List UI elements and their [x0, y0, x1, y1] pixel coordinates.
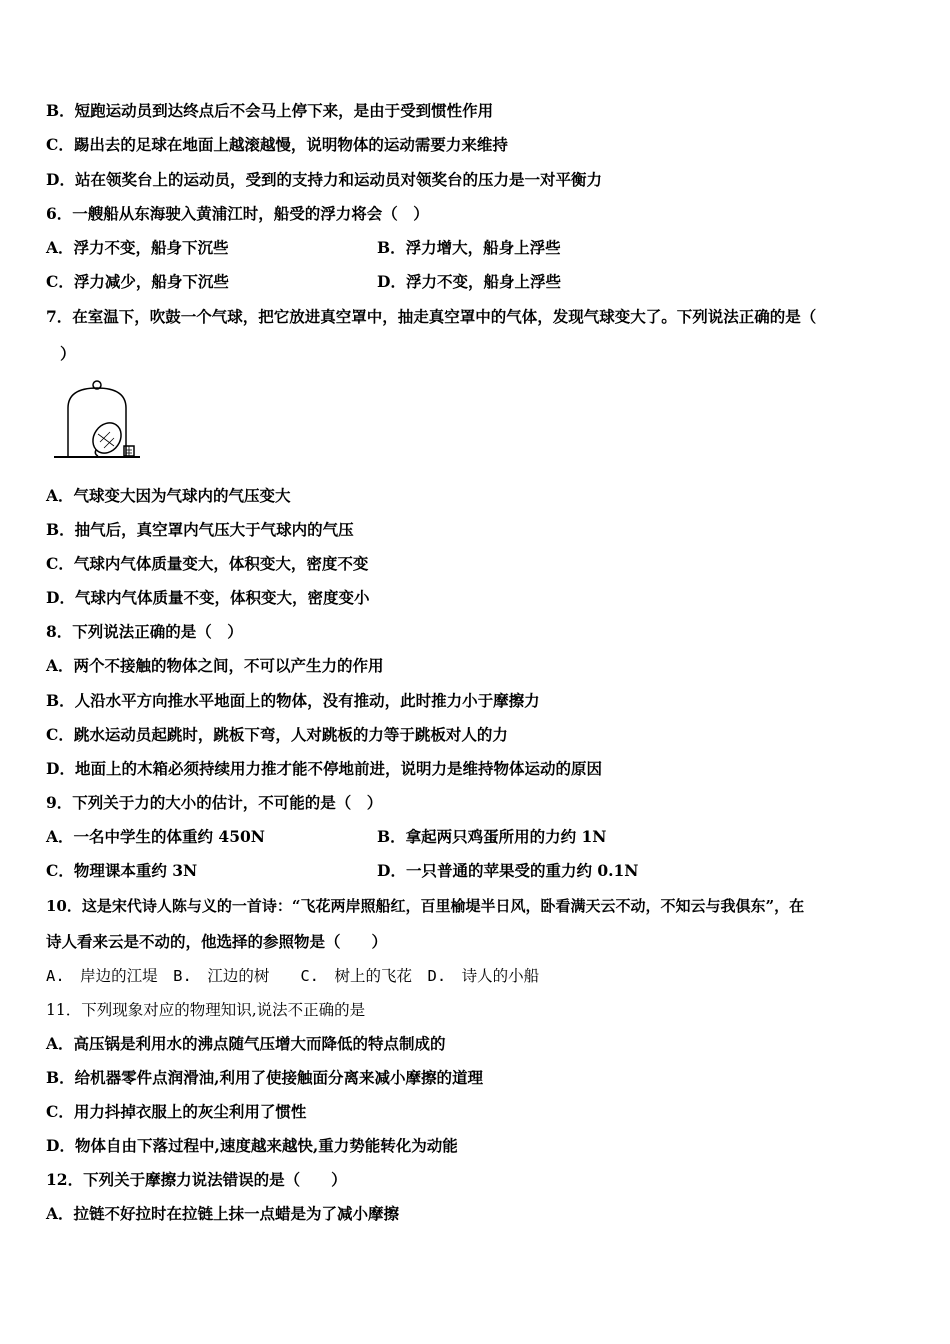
question-6: 6．一艘船从东海驶入黄浦江时，船受的浮力将会（ ）	[46, 204, 429, 223]
line-q5-b: B．短跑运动员到达终点后不会马上停下来，是由于受到惯性作用	[46, 101, 494, 120]
q11-option-a: A．高压锅是利用水的沸点随气压增大而降低的特点制成的	[46, 1034, 446, 1053]
q11-option-b: B．给机器零件点润滑油,利用了使接触面分离来减小摩擦的道理	[46, 1068, 483, 1087]
q9-option-a: A．一名中学生的体重约 450N	[46, 827, 265, 846]
q9-option-c: C．物理课本重约 3N	[46, 861, 198, 880]
balloon	[87, 417, 127, 458]
q6-option-c: C．浮力减少，船身下沉些	[46, 272, 229, 291]
q6-option-a: A．浮力不变，船身下沉些	[46, 238, 229, 257]
q8-option-d: D．地面上的木箱必须持续用力推才能不停地前进，说明力是维持物体运动的原因	[46, 759, 602, 778]
question-12: 12．下列关于摩擦力说法错误的是（ ）	[46, 1170, 347, 1189]
q8-option-c: C．跳水运动员起跳时，跳板下弯，人对跳板的力等于跳板对人的力	[46, 725, 508, 744]
q10-options: A. 岸边的江堤 B. 江边的树 C. 树上的飞花 D. 诗人的小船	[46, 967, 540, 985]
q8-option-b: B．人沿水平方向推水平地面上的物体，没有推动，此时推力小于摩擦力	[46, 691, 540, 710]
q6-option-b: B．浮力增大，船身上浮些	[377, 238, 561, 257]
q8-option-a: A．两个不接触的物体之间，不可以产生力的作用	[46, 656, 384, 675]
q7-option-a: A．气球变大因为气球内的气压变大	[46, 486, 291, 505]
q12-option-a: A．拉链不好拉时在拉链上抹一点蜡是为了减小摩擦	[46, 1204, 400, 1223]
q9-option-d: D．一只普通的苹果受的重力约 0.1N	[377, 861, 639, 880]
q11-option-c: C．用力抖掉衣服上的灰尘利用了惯性	[46, 1102, 307, 1121]
question-11: 11．下列现象对应的物理知识,说法不正确的是	[46, 1001, 366, 1019]
line-q5-c: C．踢出去的足球在地面上越滚越慢，说明物体的运动需要力来维持	[46, 135, 508, 154]
line-q5-d: D．站在领奖台上的运动员，受到的支持力和运动员对领奖台的压力是一对平衡力	[46, 170, 602, 189]
question-10-cont: 诗人看来云是不动的，他选择的参照物是（ ）	[46, 932, 388, 951]
q7-option-b: B．抽气后，真空罩内气压大于气球内的气压	[46, 520, 354, 539]
question-10: 10．这是宋代诗人陈与义的一首诗：“飞花两岸照船红，百里榆堤半日风，卧看满天云不动，不知云与我俱东”，在	[46, 897, 805, 915]
q7-option-d: D．气球内气体质量不变，体积变大，密度变小	[46, 588, 370, 607]
q9-option-b: B．拿起两只鸡蛋所用的力约 1N	[377, 827, 607, 846]
question-8: 8．下列说法正确的是（ ）	[46, 622, 243, 641]
question-7: 7．在室温下，吹鼓一个气球，把它放进真空罩中，抽走真空罩中的气体，发现气球变大了。下列说法正确的是（	[46, 307, 817, 326]
question-7-close: ）	[60, 344, 76, 363]
question-9: 9．下列关于力的大小的估计，不可能的是（ ）	[46, 793, 383, 812]
q7-option-c: C．气球内气体质量变大，体积变大，密度不变	[46, 554, 369, 573]
q6-option-d: D．浮力不变，船身上浮些	[377, 272, 561, 291]
q11-option-d: D．物体自由下落过程中,速度越来越快,重力势能转化为动能	[46, 1136, 458, 1155]
vacuum-bell-jar-figure	[52, 376, 142, 462]
